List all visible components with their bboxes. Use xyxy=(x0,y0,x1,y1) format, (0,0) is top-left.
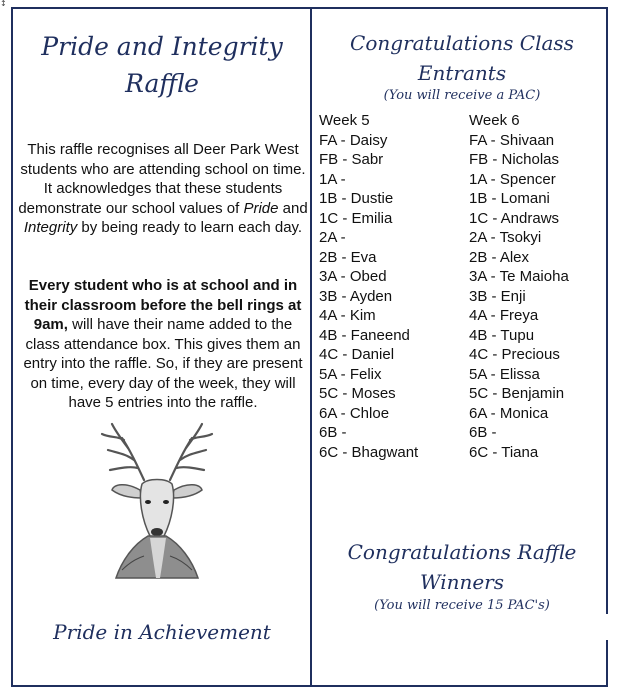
raffle-title-line-2: Raffle xyxy=(125,69,199,98)
list-item: 2B - Eva xyxy=(319,248,377,266)
list-item: 5C - Moses xyxy=(319,385,396,402)
list-item: 1C - Emilia xyxy=(319,209,393,227)
raffle-title-line-1: Pride and Integrity xyxy=(41,32,283,61)
list-item: 3A - Te Maioha xyxy=(469,268,569,285)
raffle-description xyxy=(18,140,308,238)
intro-and: and xyxy=(278,199,308,217)
entrants-note: (You will receive a PAC) xyxy=(383,88,541,103)
rule-bold: Every student who is at school and in their classroom before the bell rings at 9am, xyxy=(24,277,302,333)
list-item: 6B - xyxy=(319,424,347,441)
intro-part-2: by being ready to learn each day. xyxy=(77,219,303,236)
week-5-list xyxy=(319,111,469,462)
list-item: 1C - Andraws xyxy=(469,209,560,227)
list-item: FA - Shivaan xyxy=(469,131,555,149)
list-item: 6C - Bhagwant xyxy=(319,443,419,461)
intro-part-1: This raffle recognises all Deer Park West students who are attending school on time. It acknowledges that these students demonstrate our school values of xyxy=(18,141,306,217)
list-item: 4B - Tupu xyxy=(469,326,535,344)
winners-title-line-2: Winners xyxy=(419,570,505,594)
list-item: 6C - Tiana xyxy=(469,443,539,461)
list-item: 6B - xyxy=(469,424,497,441)
list-item: 4B - Faneend xyxy=(319,326,410,344)
raffle-title xyxy=(14,28,310,102)
list-item: 5A - Elissa xyxy=(469,365,540,383)
list-item: 2A - Tsokyi xyxy=(469,229,542,246)
value-integrity: Integrity xyxy=(23,219,78,236)
list-item: FB - Sabr xyxy=(319,151,384,168)
frame-gap xyxy=(604,614,612,640)
list-item: 4C - Daniel xyxy=(319,346,395,363)
list-item: 6A - Chloe xyxy=(319,404,390,422)
week-heading: Week 5 xyxy=(319,112,370,129)
list-item: 1A - xyxy=(319,170,346,188)
entrants-title xyxy=(318,28,606,88)
list-item: 1B - Lomani xyxy=(469,190,550,207)
school-motto: Pride in Achievement xyxy=(53,620,271,644)
entrants-title-line-2: Entrants xyxy=(417,61,507,85)
list-item: 2A - xyxy=(319,229,346,246)
week-heading: Week 6 xyxy=(469,112,520,129)
list-item: 2B - Alex xyxy=(469,248,530,266)
week-6-list xyxy=(469,111,619,462)
list-item: FB - Nicholas xyxy=(469,151,560,168)
list-item: 5C - Benjamin xyxy=(469,385,565,402)
list-item: FA - Daisy xyxy=(319,131,388,149)
list-item: 3B - Enji xyxy=(469,287,526,305)
list-item: 4A - Kim xyxy=(319,307,376,324)
list-item: 3A - Obed xyxy=(319,268,387,285)
winners-title-line-1: Congratulations Raffle xyxy=(347,540,577,564)
value-pride: Pride xyxy=(243,199,279,217)
rule-rest: will have their name added to the class attendance box. This gives them an entry into the raffle. So, if they are present on time, every day of the week, they will have 5 entries into the raffle. xyxy=(23,316,303,411)
list-item: 3B - Ayden xyxy=(319,287,393,305)
raffle-rules xyxy=(18,276,308,413)
list-item: 5A - Felix xyxy=(319,365,382,383)
list-item: 4C - Precious xyxy=(469,346,560,363)
list-item: 6A - Monica xyxy=(469,404,549,422)
list-item: 1A - Spencer xyxy=(469,170,556,188)
winners-title xyxy=(318,537,606,597)
list-item: 4A - Freya xyxy=(469,307,539,324)
winners-note: (You will receive 15 PAC's) xyxy=(374,598,550,613)
list-item: 1B - Dustie xyxy=(319,190,394,207)
entrants-title-line-1: Congratulations Class xyxy=(350,31,574,55)
column-divider xyxy=(310,7,312,687)
deer-icon xyxy=(82,420,232,580)
corner-mark: ↕ xyxy=(0,0,7,8)
